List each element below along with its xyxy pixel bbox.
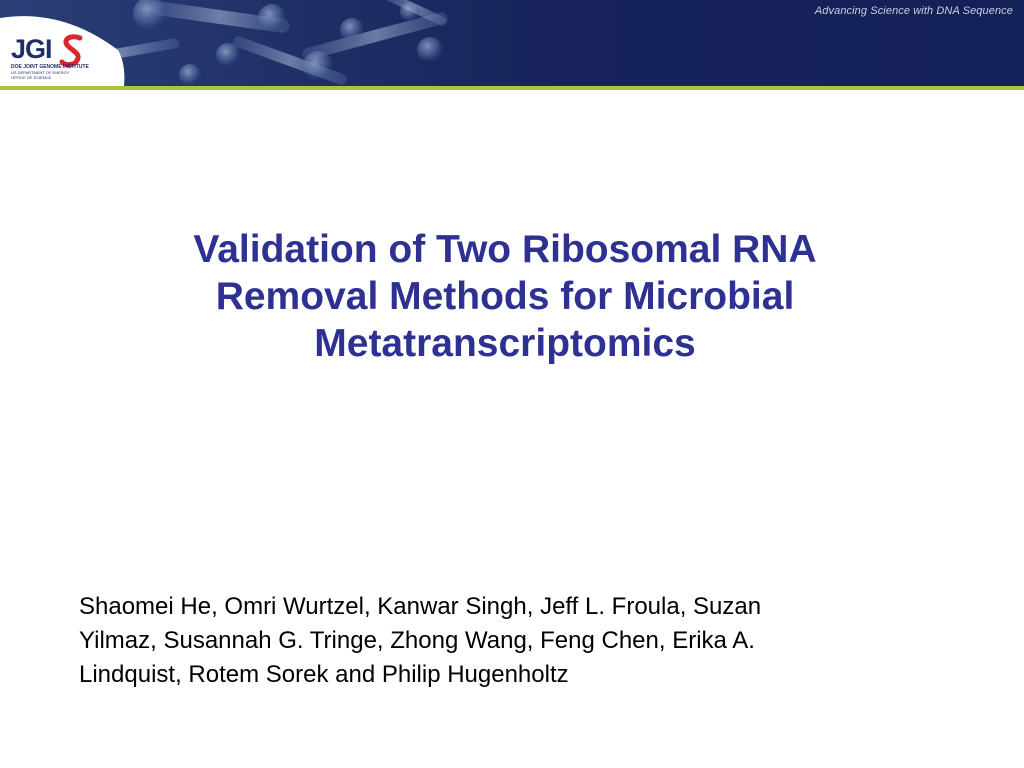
title-line: Metatranscriptomics [314, 322, 696, 365]
logo-s-mark-icon [58, 32, 88, 68]
logo-office: OFFICE OF SCIENCE [11, 75, 52, 80]
logo-department: US DEPARTMENT OF ENERGY [11, 70, 70, 75]
title-line: Removal Methods for Microbial [215, 275, 795, 318]
title-line: Validation of Two Ribosomal RNA [193, 228, 817, 271]
header-banner [0, 0, 1024, 86]
header-tagline: Advancing Science with DNA Sequence [814, 5, 1013, 17]
jgi-logo [0, 0, 130, 90]
author-line: Yilmaz, Susannah G. Tringe, Zhong Wang, Feng Chen, Erika A. [79, 627, 755, 654]
header-accent-line [0, 86, 1024, 90]
author-line: Shaomei He, Omri Wurtzel, Kanwar Singh, Jeff L. Froula, Suzan [79, 593, 762, 620]
logo-institute-name: DOE JOINT GENOME INSTITUTE [11, 64, 89, 70]
author-list [79, 590, 959, 692]
logo-wordmark: JGI [11, 34, 52, 64]
slide-title [100, 226, 910, 367]
author-line: Lindquist, Rotem Sorek and Philip Hugenholtz [79, 661, 569, 688]
